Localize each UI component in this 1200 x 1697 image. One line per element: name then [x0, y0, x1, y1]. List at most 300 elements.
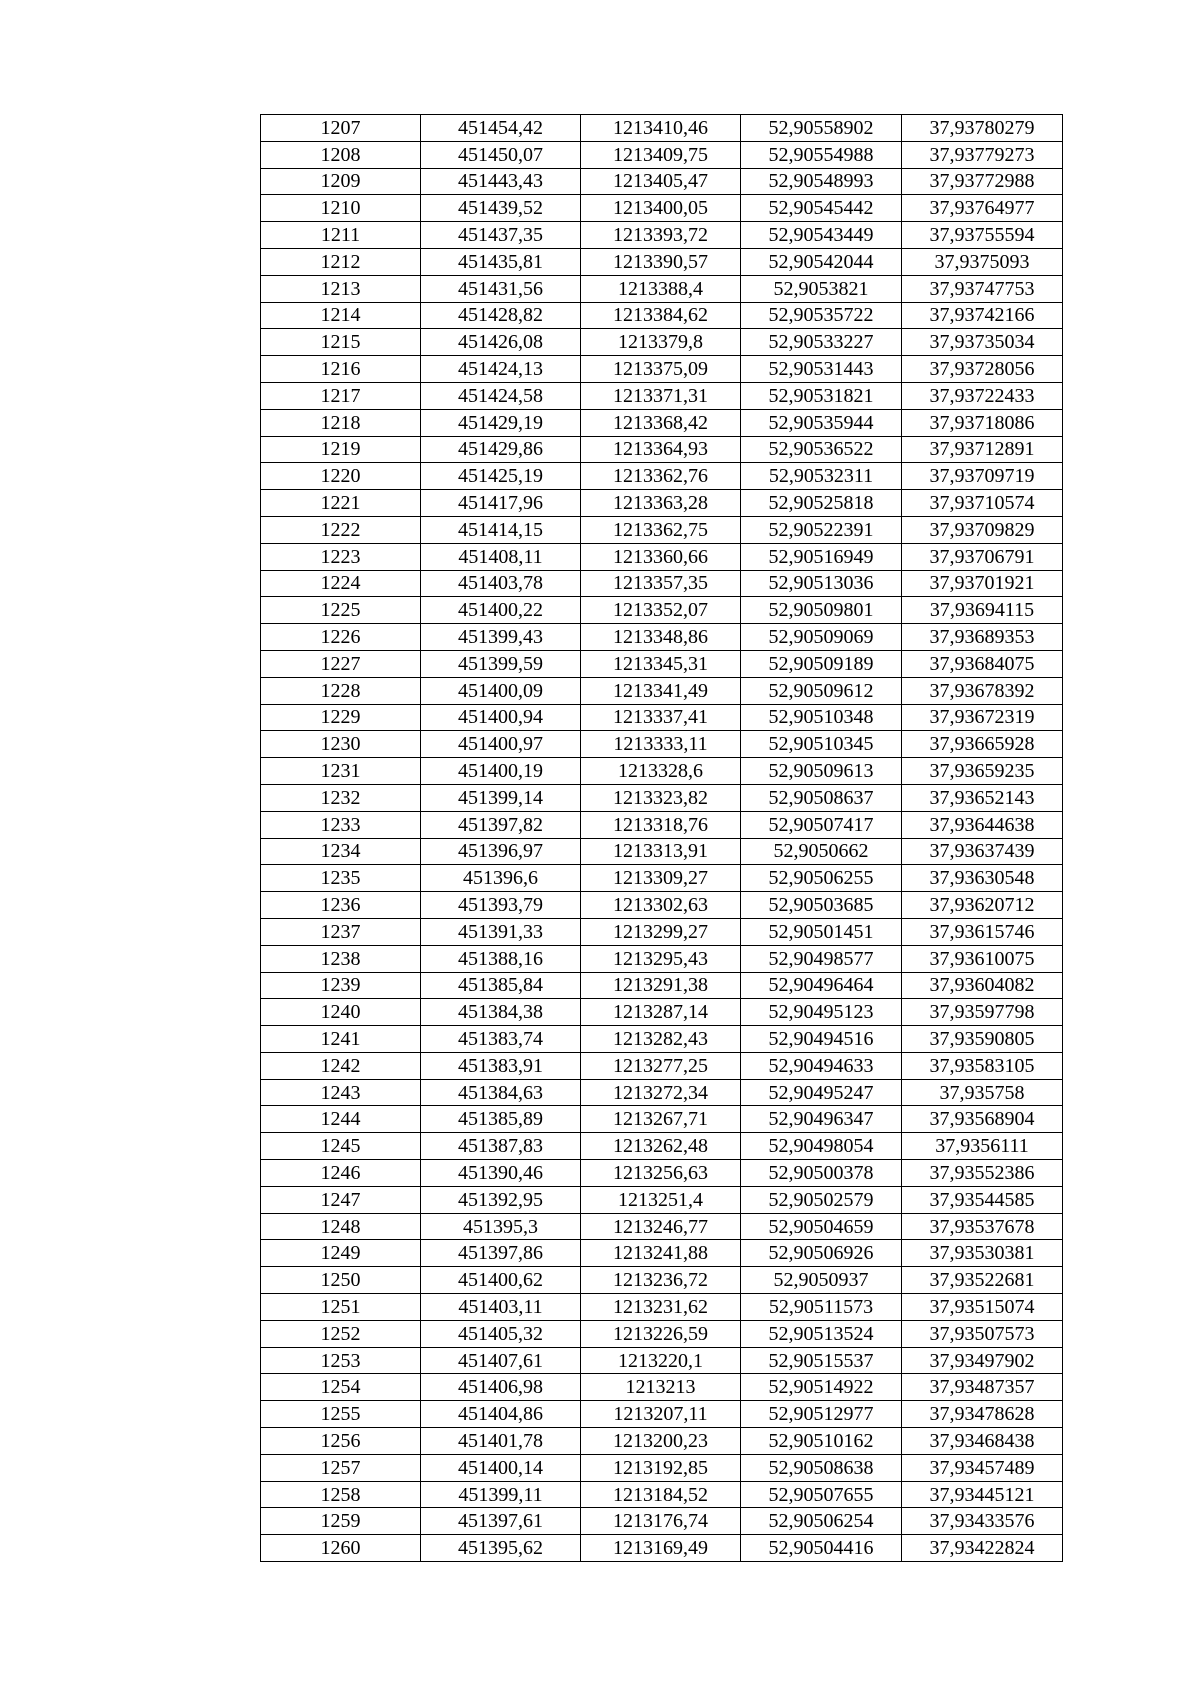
- latitude-cell: 52,90494516: [741, 1026, 902, 1053]
- y-coordinate-cell: 1213256,63: [581, 1160, 741, 1187]
- y-coordinate-cell: 1213272,34: [581, 1079, 741, 1106]
- table-row: [261, 704, 1063, 731]
- table-row: [261, 1320, 1063, 1347]
- table-row: [261, 1052, 1063, 1079]
- x-coordinate-cell: 451426,08: [421, 329, 581, 356]
- x-coordinate-cell: 451400,19: [421, 758, 581, 785]
- latitude-cell: 52,90533227: [741, 329, 902, 356]
- point-number-cell: 1231: [261, 758, 421, 785]
- longitude-cell: 37,93597798: [902, 999, 1063, 1026]
- point-number-cell: 1208: [261, 141, 421, 168]
- latitude-cell: 52,90545442: [741, 195, 902, 222]
- table-row: [261, 1106, 1063, 1133]
- y-coordinate-cell: 1213360,66: [581, 543, 741, 570]
- y-coordinate-cell: 1213341,49: [581, 677, 741, 704]
- latitude-cell: 52,90503685: [741, 892, 902, 919]
- table-row: [261, 892, 1063, 919]
- x-coordinate-cell: 451403,11: [421, 1294, 581, 1321]
- y-coordinate-cell: 1213302,63: [581, 892, 741, 919]
- y-coordinate-cell: 1213282,43: [581, 1026, 741, 1053]
- latitude-cell: 52,90510162: [741, 1428, 902, 1455]
- table-row: [261, 650, 1063, 677]
- x-coordinate-cell: 451405,32: [421, 1320, 581, 1347]
- point-number-cell: 1257: [261, 1454, 421, 1481]
- y-coordinate-cell: 1213362,75: [581, 516, 741, 543]
- longitude-cell: 37,93610075: [902, 945, 1063, 972]
- longitude-cell: 37,93718086: [902, 409, 1063, 436]
- x-coordinate-cell: 451397,86: [421, 1240, 581, 1267]
- latitude-cell: 52,90507417: [741, 811, 902, 838]
- point-number-cell: 1255: [261, 1401, 421, 1428]
- point-number-cell: 1216: [261, 356, 421, 383]
- latitude-cell: 52,90535944: [741, 409, 902, 436]
- table-row: [261, 999, 1063, 1026]
- latitude-cell: 52,90509613: [741, 758, 902, 785]
- longitude-cell: 37,93764977: [902, 195, 1063, 222]
- x-coordinate-cell: 451406,98: [421, 1374, 581, 1401]
- longitude-cell: 37,93728056: [902, 356, 1063, 383]
- latitude-cell: 52,90543449: [741, 222, 902, 249]
- longitude-cell: 37,93433576: [902, 1508, 1063, 1535]
- longitude-cell: 37,93478628: [902, 1401, 1063, 1428]
- point-number-cell: 1259: [261, 1508, 421, 1535]
- point-number-cell: 1221: [261, 490, 421, 517]
- table-row: [261, 516, 1063, 543]
- x-coordinate-cell: 451424,58: [421, 382, 581, 409]
- table-row: [261, 1186, 1063, 1213]
- x-coordinate-cell: 451400,22: [421, 597, 581, 624]
- table-row: [261, 222, 1063, 249]
- y-coordinate-cell: 1213262,48: [581, 1133, 741, 1160]
- table-row: [261, 945, 1063, 972]
- longitude-cell: 37,93780279: [902, 115, 1063, 142]
- point-number-cell: 1252: [261, 1320, 421, 1347]
- latitude-cell: 52,90525818: [741, 490, 902, 517]
- x-coordinate-cell: 451414,15: [421, 516, 581, 543]
- point-number-cell: 1232: [261, 784, 421, 811]
- longitude-cell: 37,93522681: [902, 1267, 1063, 1294]
- table-row: [261, 382, 1063, 409]
- table-row: [261, 1267, 1063, 1294]
- y-coordinate-cell: 1213352,07: [581, 597, 741, 624]
- table-row: [261, 168, 1063, 195]
- x-coordinate-cell: 451400,09: [421, 677, 581, 704]
- latitude-cell: 52,9050662: [741, 838, 902, 865]
- point-number-cell: 1226: [261, 624, 421, 651]
- latitude-cell: 52,90504659: [741, 1213, 902, 1240]
- point-number-cell: 1242: [261, 1052, 421, 1079]
- y-coordinate-cell: 1213246,77: [581, 1213, 741, 1240]
- longitude-cell: 37,93706791: [902, 543, 1063, 570]
- longitude-cell: 37,93468438: [902, 1428, 1063, 1455]
- x-coordinate-cell: 451401,78: [421, 1428, 581, 1455]
- latitude-cell: 52,90496347: [741, 1106, 902, 1133]
- table-row: [261, 1079, 1063, 1106]
- y-coordinate-cell: 1213287,14: [581, 999, 741, 1026]
- point-number-cell: 1245: [261, 1133, 421, 1160]
- point-number-cell: 1236: [261, 892, 421, 919]
- latitude-cell: 52,90554988: [741, 141, 902, 168]
- latitude-cell: 52,90510345: [741, 731, 902, 758]
- y-coordinate-cell: 1213213: [581, 1374, 741, 1401]
- latitude-cell: 52,90494633: [741, 1052, 902, 1079]
- longitude-cell: 37,93755594: [902, 222, 1063, 249]
- latitude-cell: 52,90536522: [741, 436, 902, 463]
- x-coordinate-cell: 451429,86: [421, 436, 581, 463]
- table-row: [261, 1481, 1063, 1508]
- coordinates-table-body: [261, 115, 1063, 1562]
- longitude-cell: 37,93583105: [902, 1052, 1063, 1079]
- latitude-cell: 52,9053821: [741, 275, 902, 302]
- x-coordinate-cell: 451400,94: [421, 704, 581, 731]
- latitude-cell: 52,90514922: [741, 1374, 902, 1401]
- longitude-cell: 37,93709829: [902, 516, 1063, 543]
- x-coordinate-cell: 451431,56: [421, 275, 581, 302]
- latitude-cell: 52,90507655: [741, 1481, 902, 1508]
- table-row: [261, 811, 1063, 838]
- point-number-cell: 1256: [261, 1428, 421, 1455]
- longitude-cell: 37,93665928: [902, 731, 1063, 758]
- latitude-cell: 52,90535722: [741, 302, 902, 329]
- table-row: [261, 1160, 1063, 1187]
- latitude-cell: 52,90496464: [741, 972, 902, 999]
- longitude-cell: 37,93694115: [902, 597, 1063, 624]
- latitude-cell: 52,90506254: [741, 1508, 902, 1535]
- latitude-cell: 52,90500378: [741, 1160, 902, 1187]
- x-coordinate-cell: 451385,84: [421, 972, 581, 999]
- x-coordinate-cell: 451397,61: [421, 1508, 581, 1535]
- longitude-cell: 37,93722433: [902, 382, 1063, 409]
- longitude-cell: 37,93672319: [902, 704, 1063, 731]
- y-coordinate-cell: 1213318,76: [581, 811, 741, 838]
- y-coordinate-cell: 1213328,6: [581, 758, 741, 785]
- table-row: [261, 1428, 1063, 1455]
- x-coordinate-cell: 451399,11: [421, 1481, 581, 1508]
- longitude-cell: 37,935758: [902, 1079, 1063, 1106]
- x-coordinate-cell: 451439,52: [421, 195, 581, 222]
- longitude-cell: 37,93710574: [902, 490, 1063, 517]
- x-coordinate-cell: 451383,91: [421, 1052, 581, 1079]
- point-number-cell: 1251: [261, 1294, 421, 1321]
- table-row: [261, 1026, 1063, 1053]
- longitude-cell: 37,93537678: [902, 1213, 1063, 1240]
- longitude-cell: 37,93604082: [902, 972, 1063, 999]
- y-coordinate-cell: 1213390,57: [581, 248, 741, 275]
- y-coordinate-cell: 1213393,72: [581, 222, 741, 249]
- y-coordinate-cell: 1213323,82: [581, 784, 741, 811]
- y-coordinate-cell: 1213267,71: [581, 1106, 741, 1133]
- x-coordinate-cell: 451450,07: [421, 141, 581, 168]
- point-number-cell: 1258: [261, 1481, 421, 1508]
- point-number-cell: 1260: [261, 1535, 421, 1562]
- longitude-cell: 37,93637439: [902, 838, 1063, 865]
- x-coordinate-cell: 451399,14: [421, 784, 581, 811]
- longitude-cell: 37,93615746: [902, 918, 1063, 945]
- longitude-cell: 37,93620712: [902, 892, 1063, 919]
- latitude-cell: 52,90506255: [741, 865, 902, 892]
- point-number-cell: 1211: [261, 222, 421, 249]
- x-coordinate-cell: 451408,11: [421, 543, 581, 570]
- x-coordinate-cell: 451399,43: [421, 624, 581, 651]
- table-row: [261, 1401, 1063, 1428]
- point-number-cell: 1217: [261, 382, 421, 409]
- point-number-cell: 1235: [261, 865, 421, 892]
- table-row: [261, 1535, 1063, 1562]
- table-row: [261, 195, 1063, 222]
- table-row: [261, 677, 1063, 704]
- y-coordinate-cell: 1213309,27: [581, 865, 741, 892]
- point-number-cell: 1215: [261, 329, 421, 356]
- y-coordinate-cell: 1213409,75: [581, 141, 741, 168]
- latitude-cell: 52,90498577: [741, 945, 902, 972]
- latitude-cell: 52,90512977: [741, 1401, 902, 1428]
- table-row: [261, 624, 1063, 651]
- latitude-cell: 52,90510348: [741, 704, 902, 731]
- x-coordinate-cell: 451397,82: [421, 811, 581, 838]
- point-number-cell: 1214: [261, 302, 421, 329]
- latitude-cell: 52,90531443: [741, 356, 902, 383]
- table-row: [261, 490, 1063, 517]
- y-coordinate-cell: 1213295,43: [581, 945, 741, 972]
- longitude-cell: 37,93487357: [902, 1374, 1063, 1401]
- point-number-cell: 1228: [261, 677, 421, 704]
- y-coordinate-cell: 1213333,11: [581, 731, 741, 758]
- point-number-cell: 1223: [261, 543, 421, 570]
- point-number-cell: 1207: [261, 115, 421, 142]
- x-coordinate-cell: 451400,62: [421, 1267, 581, 1294]
- point-number-cell: 1219: [261, 436, 421, 463]
- longitude-cell: 37,93772988: [902, 168, 1063, 195]
- y-coordinate-cell: 1213400,05: [581, 195, 741, 222]
- x-coordinate-cell: 451393,79: [421, 892, 581, 919]
- longitude-cell: 37,93590805: [902, 1026, 1063, 1053]
- table-row: [261, 1213, 1063, 1240]
- latitude-cell: 52,90498054: [741, 1133, 902, 1160]
- longitude-cell: 37,93747753: [902, 275, 1063, 302]
- table-row: [261, 248, 1063, 275]
- latitude-cell: 52,90516949: [741, 543, 902, 570]
- latitude-cell: 52,90509612: [741, 677, 902, 704]
- longitude-cell: 37,93457489: [902, 1454, 1063, 1481]
- table-row: [261, 972, 1063, 999]
- table-row: [261, 1133, 1063, 1160]
- y-coordinate-cell: 1213348,86: [581, 624, 741, 651]
- point-number-cell: 1238: [261, 945, 421, 972]
- y-coordinate-cell: 1213184,52: [581, 1481, 741, 1508]
- longitude-cell: 37,93644638: [902, 811, 1063, 838]
- latitude-cell: 52,90508638: [741, 1454, 902, 1481]
- latitude-cell: 52,90495247: [741, 1079, 902, 1106]
- x-coordinate-cell: 451395,62: [421, 1535, 581, 1562]
- x-coordinate-cell: 451404,86: [421, 1401, 581, 1428]
- x-coordinate-cell: 451428,82: [421, 302, 581, 329]
- longitude-cell: 37,93530381: [902, 1240, 1063, 1267]
- table-row: [261, 597, 1063, 624]
- table-row: [261, 731, 1063, 758]
- longitude-cell: 37,93684075: [902, 650, 1063, 677]
- y-coordinate-cell: 1213231,62: [581, 1294, 741, 1321]
- point-number-cell: 1248: [261, 1213, 421, 1240]
- latitude-cell: 52,90501451: [741, 918, 902, 945]
- point-number-cell: 1254: [261, 1374, 421, 1401]
- point-number-cell: 1247: [261, 1186, 421, 1213]
- longitude-cell: 37,93712891: [902, 436, 1063, 463]
- point-number-cell: 1244: [261, 1106, 421, 1133]
- longitude-cell: 37,93497902: [902, 1347, 1063, 1374]
- longitude-cell: 37,93515074: [902, 1294, 1063, 1321]
- y-coordinate-cell: 1213220,1: [581, 1347, 741, 1374]
- y-coordinate-cell: 1213207,11: [581, 1401, 741, 1428]
- point-number-cell: 1222: [261, 516, 421, 543]
- y-coordinate-cell: 1213299,27: [581, 918, 741, 945]
- point-number-cell: 1227: [261, 650, 421, 677]
- latitude-cell: 52,90542044: [741, 248, 902, 275]
- latitude-cell: 52,90509069: [741, 624, 902, 651]
- x-coordinate-cell: 451443,43: [421, 168, 581, 195]
- table-row: [261, 784, 1063, 811]
- latitude-cell: 52,90513036: [741, 570, 902, 597]
- y-coordinate-cell: 1213192,85: [581, 1454, 741, 1481]
- latitude-cell: 52,90511573: [741, 1294, 902, 1321]
- y-coordinate-cell: 1213364,93: [581, 436, 741, 463]
- x-coordinate-cell: 451390,46: [421, 1160, 581, 1187]
- table-row: [261, 918, 1063, 945]
- point-number-cell: 1229: [261, 704, 421, 731]
- latitude-cell: 52,90508637: [741, 784, 902, 811]
- table-row: [261, 302, 1063, 329]
- latitude-cell: 52,90502579: [741, 1186, 902, 1213]
- longitude-cell: 37,9375093: [902, 248, 1063, 275]
- y-coordinate-cell: 1213226,59: [581, 1320, 741, 1347]
- longitude-cell: 37,93445121: [902, 1481, 1063, 1508]
- y-coordinate-cell: 1213379,8: [581, 329, 741, 356]
- table-row: [261, 543, 1063, 570]
- longitude-cell: 37,93544585: [902, 1186, 1063, 1213]
- y-coordinate-cell: 1213176,74: [581, 1508, 741, 1535]
- table-row: [261, 865, 1063, 892]
- y-coordinate-cell: 1213388,4: [581, 275, 741, 302]
- latitude-cell: 52,90509189: [741, 650, 902, 677]
- table-row: [261, 1374, 1063, 1401]
- longitude-cell: 37,93552386: [902, 1160, 1063, 1187]
- point-number-cell: 1239: [261, 972, 421, 999]
- table-row: [261, 1347, 1063, 1374]
- y-coordinate-cell: 1213371,31: [581, 382, 741, 409]
- y-coordinate-cell: 1213363,28: [581, 490, 741, 517]
- y-coordinate-cell: 1213241,88: [581, 1240, 741, 1267]
- x-coordinate-cell: 451424,13: [421, 356, 581, 383]
- latitude-cell: 52,90558902: [741, 115, 902, 142]
- longitude-cell: 37,93568904: [902, 1106, 1063, 1133]
- y-coordinate-cell: 1213384,62: [581, 302, 741, 329]
- y-coordinate-cell: 1213405,47: [581, 168, 741, 195]
- longitude-cell: 37,93689353: [902, 624, 1063, 651]
- x-coordinate-cell: 451396,6: [421, 865, 581, 892]
- y-coordinate-cell: 1213313,91: [581, 838, 741, 865]
- longitude-cell: 37,93678392: [902, 677, 1063, 704]
- point-number-cell: 1224: [261, 570, 421, 597]
- x-coordinate-cell: 451437,35: [421, 222, 581, 249]
- table-row: [261, 1454, 1063, 1481]
- table-row: [261, 275, 1063, 302]
- latitude-cell: 52,90531821: [741, 382, 902, 409]
- x-coordinate-cell: 451388,16: [421, 945, 581, 972]
- point-number-cell: 1230: [261, 731, 421, 758]
- point-number-cell: 1253: [261, 1347, 421, 1374]
- x-coordinate-cell: 451399,59: [421, 650, 581, 677]
- point-number-cell: 1243: [261, 1079, 421, 1106]
- x-coordinate-cell: 451395,3: [421, 1213, 581, 1240]
- table-row: [261, 409, 1063, 436]
- latitude-cell: 52,90495123: [741, 999, 902, 1026]
- point-number-cell: 1225: [261, 597, 421, 624]
- table-row: [261, 436, 1063, 463]
- y-coordinate-cell: 1213410,46: [581, 115, 741, 142]
- point-number-cell: 1212: [261, 248, 421, 275]
- longitude-cell: 37,93701921: [902, 570, 1063, 597]
- x-coordinate-cell: 451429,19: [421, 409, 581, 436]
- x-coordinate-cell: 451417,96: [421, 490, 581, 517]
- x-coordinate-cell: 451400,97: [421, 731, 581, 758]
- point-number-cell: 1209: [261, 168, 421, 195]
- longitude-cell: 37,93507573: [902, 1320, 1063, 1347]
- longitude-cell: 37,93709719: [902, 463, 1063, 490]
- point-number-cell: 1249: [261, 1240, 421, 1267]
- x-coordinate-cell: 451387,83: [421, 1133, 581, 1160]
- longitude-cell: 37,93742166: [902, 302, 1063, 329]
- x-coordinate-cell: 451425,19: [421, 463, 581, 490]
- x-coordinate-cell: 451391,33: [421, 918, 581, 945]
- y-coordinate-cell: 1213362,76: [581, 463, 741, 490]
- point-number-cell: 1250: [261, 1267, 421, 1294]
- latitude-cell: 52,90548993: [741, 168, 902, 195]
- y-coordinate-cell: 1213251,4: [581, 1186, 741, 1213]
- point-number-cell: 1234: [261, 838, 421, 865]
- point-number-cell: 1218: [261, 409, 421, 436]
- point-number-cell: 1233: [261, 811, 421, 838]
- latitude-cell: 52,90509801: [741, 597, 902, 624]
- table-row: [261, 115, 1063, 142]
- point-number-cell: 1246: [261, 1160, 421, 1187]
- longitude-cell: 37,93630548: [902, 865, 1063, 892]
- point-number-cell: 1240: [261, 999, 421, 1026]
- x-coordinate-cell: 451435,81: [421, 248, 581, 275]
- table-row: [261, 329, 1063, 356]
- x-coordinate-cell: 451384,63: [421, 1079, 581, 1106]
- point-number-cell: 1220: [261, 463, 421, 490]
- longitude-cell: 37,93652143: [902, 784, 1063, 811]
- latitude-cell: 52,90522391: [741, 516, 902, 543]
- latitude-cell: 52,9050937: [741, 1267, 902, 1294]
- table-row: [261, 1294, 1063, 1321]
- y-coordinate-cell: 1213337,41: [581, 704, 741, 731]
- table-row: [261, 570, 1063, 597]
- longitude-cell: 37,9356111: [902, 1133, 1063, 1160]
- longitude-cell: 37,93422824: [902, 1535, 1063, 1562]
- x-coordinate-cell: 451396,97: [421, 838, 581, 865]
- latitude-cell: 52,90515537: [741, 1347, 902, 1374]
- y-coordinate-cell: 1213291,38: [581, 972, 741, 999]
- latitude-cell: 52,90504416: [741, 1535, 902, 1562]
- y-coordinate-cell: 1213375,09: [581, 356, 741, 383]
- point-number-cell: 1241: [261, 1026, 421, 1053]
- x-coordinate-cell: 451392,95: [421, 1186, 581, 1213]
- table-row: [261, 758, 1063, 785]
- point-number-cell: 1210: [261, 195, 421, 222]
- coordinates-table: [260, 114, 1063, 1562]
- x-coordinate-cell: 451454,42: [421, 115, 581, 142]
- y-coordinate-cell: 1213357,35: [581, 570, 741, 597]
